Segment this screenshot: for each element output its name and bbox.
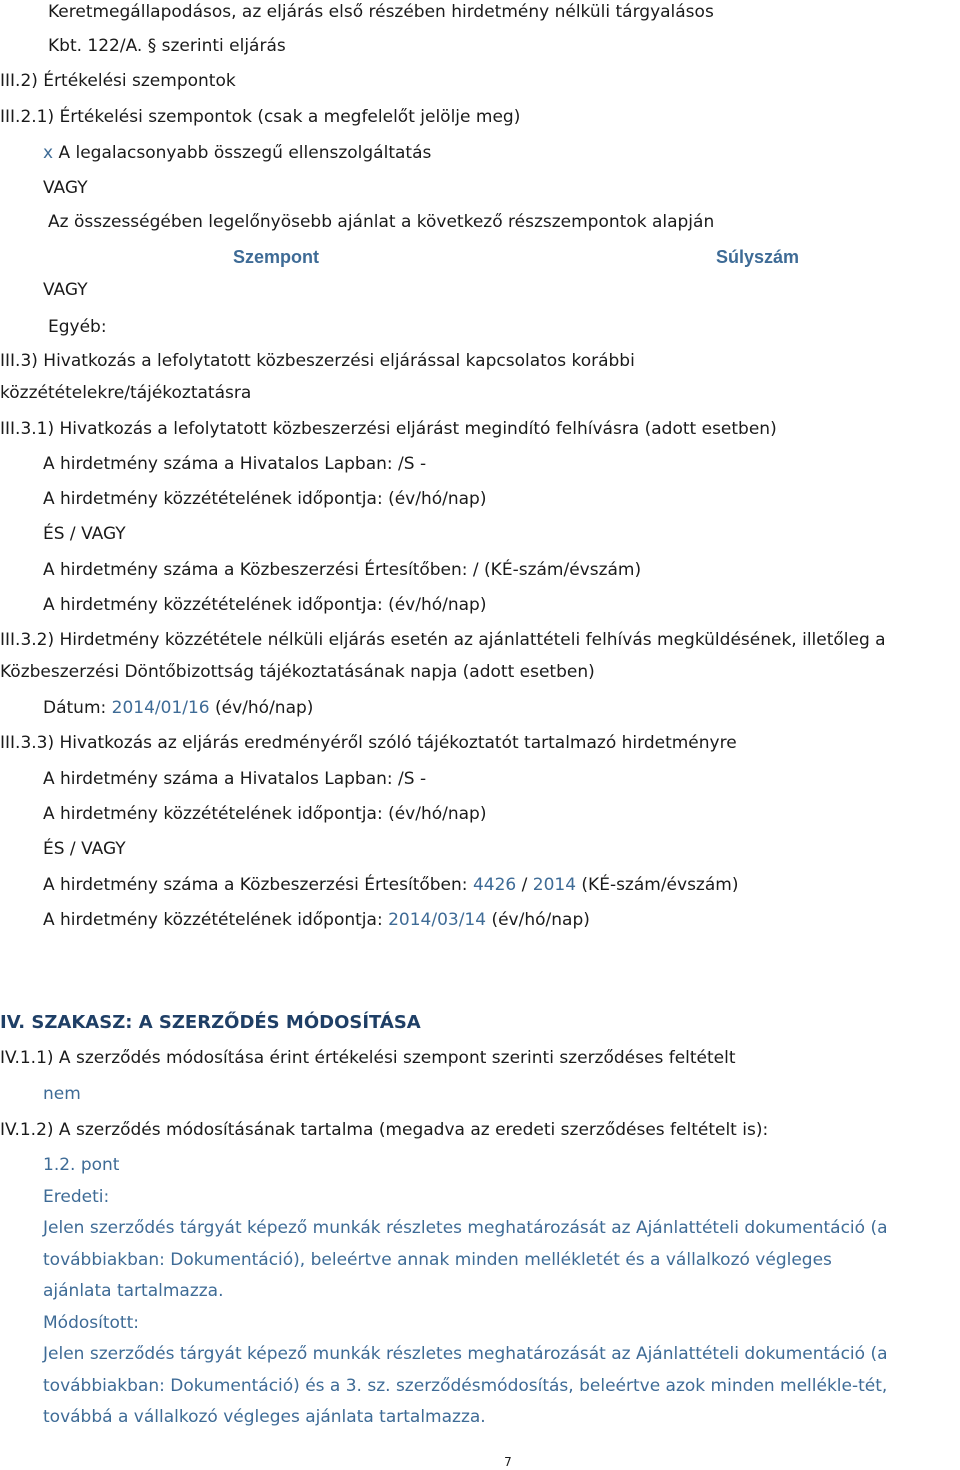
lowest-price-option: [43, 142, 431, 164]
section-heading-iii-3: III.3) Hivatkozás a lefolytatott közbeszerzési eljárással kapcsolatos korábbi: [0, 351, 635, 371]
section-heading-iv-1-2: IV.1.2) A szerződés módosításának tartalma (megadva az eredeti szerződéses feltételt is):: [0, 1120, 769, 1140]
ke-notice-value: 4426: [472, 875, 517, 895]
section-heading-iii-2-1: III.2.1) Értékelési szempontok (csak a megfelelőt jelölje meg): [0, 107, 521, 127]
ke-notice-label: A hirdetmény száma a Közbeszerzési Értesítőben:: [43, 875, 473, 895]
original-text-line1: Jelen szerződés tárgyát képező munkák részletes meghatározását az Ajánlattételi dokumentáció (a: [43, 1218, 888, 1238]
and-or-label: ÉS / VAGY: [43, 524, 126, 544]
page-number: 7: [504, 1455, 512, 1469]
ke-pub-value: 2014/03/14: [388, 910, 487, 930]
point-reference: 1.2. pont: [43, 1155, 120, 1175]
modified-text-line3: továbbá a vállalkozó végleges ajánlata tartalmazza.: [43, 1407, 486, 1427]
ke-notice-number-2: [43, 874, 738, 896]
or-label-2: VAGY: [43, 280, 88, 300]
oj-publication-date: A hirdetmény közzétételének időpontja: (év/hó/nap): [43, 489, 487, 509]
date-label: Dátum:: [43, 698, 112, 718]
section-iv-title: IV. SZAKASZ: A SZERZŐDÉS MÓDOSÍTÁSA: [0, 1012, 421, 1033]
ke-notice-format: (KÉ-szám/évszám): [576, 875, 739, 895]
section-heading-iii-3-1: III.3.1) Hivatkozás a lefolytatott közbeszerzési eljárást megindító felhívásra (adott esetben): [0, 419, 777, 439]
date-value: 2014/01/16: [111, 698, 210, 718]
other-option: Egyéb:: [48, 317, 107, 337]
section-heading-iii-2: III.2) Értékelési szempontok: [0, 71, 236, 91]
best-value-option: Az összességében legelőnyösebb ajánlat a következő részszempontok alapján: [48, 212, 715, 232]
procedure-type-line2: Kbt. 122/A. § szerinti eljárás: [48, 36, 286, 56]
and-or-label-2: ÉS / VAGY: [43, 839, 126, 859]
criterion-column-header: Szempont: [233, 247, 320, 267]
ke-notice-year: 2014: [532, 875, 577, 895]
ke-notice-number: A hirdetmény száma a Közbeszerzési Értesítőben: / (KÉ-szám/évszám): [43, 560, 642, 580]
oj-publication-date-2: A hirdetmény közzétételének időpontja: (év/hó/nap): [43, 804, 487, 824]
ke-publication-date: A hirdetmény közzétételének időpontja: (év/hó/nap): [43, 595, 487, 615]
lowest-price-label: A legalacsonyabb összegű ellenszolgáltatás: [53, 143, 432, 163]
weight-column-header: Súlyszám: [716, 247, 800, 267]
oj-notice-number: A hirdetmény száma a Hivatalos Lapban: /S -: [43, 454, 427, 474]
or-label: VAGY: [43, 178, 88, 198]
date-format: (év/hó/nap): [209, 698, 314, 718]
original-label: Eredeti:: [43, 1187, 110, 1207]
modified-label: Módosított:: [43, 1313, 139, 1333]
section-heading-iii-3-2: III.3.2) Hirdetmény közzététele nélküli eljárás esetén az ajánlattételi felhívás megküldésének, illetőleg a: [0, 630, 886, 650]
modified-text-line1: Jelen szerződés tárgyát képező munkák részletes meghatározását az Ajánlattételi dokumentáció (a: [43, 1344, 888, 1364]
original-text-line3: ajánlata tartalmazza.: [43, 1281, 224, 1301]
ke-pub-format: (év/hó/nap): [486, 910, 590, 930]
ke-pub-label: A hirdetmény közzétételének időpontja:: [43, 910, 389, 930]
oj-notice-number-2: A hirdetmény száma a Hivatalos Lapban: /S -: [43, 769, 427, 789]
original-text-line2: továbbiakban: Dokumentáció), beleértve annak minden mellékletét és a vállalkozó végleges: [43, 1250, 832, 1270]
section-heading-iii-3-3: III.3.3) Hivatkozás az eljárás eredményéről szóló tájékoztatót tartalmazó hirdetményre: [0, 733, 737, 753]
procedure-type-line1: Keretmegállapodásos, az eljárás első részében hirdetmény nélküli tárgyalásos: [48, 2, 714, 22]
ke-notice-separator: /: [516, 875, 533, 895]
selected-mark: x: [43, 143, 54, 163]
date-line: [43, 697, 313, 719]
iv-1-1-answer: nem: [43, 1084, 81, 1104]
section-heading-iii-3-2-cont: Közbeszerzési Döntőbizottság tájékoztatásának napja (adott esetben): [0, 662, 595, 682]
section-heading-iii-3-cont: közzétételekre/tájékoztatásra: [0, 383, 252, 403]
section-heading-iv-1-1: IV.1.1) A szerződés módosítása érint értékelési szempont szerinti szerződéses feltételt: [0, 1048, 736, 1068]
ke-publication-date-2: [43, 909, 590, 931]
modified-text-line2: továbbiakban: Dokumentáció) és a 3. sz. szerződésmódosítás, beleértve azok minden mellékle-tét,: [43, 1376, 888, 1396]
